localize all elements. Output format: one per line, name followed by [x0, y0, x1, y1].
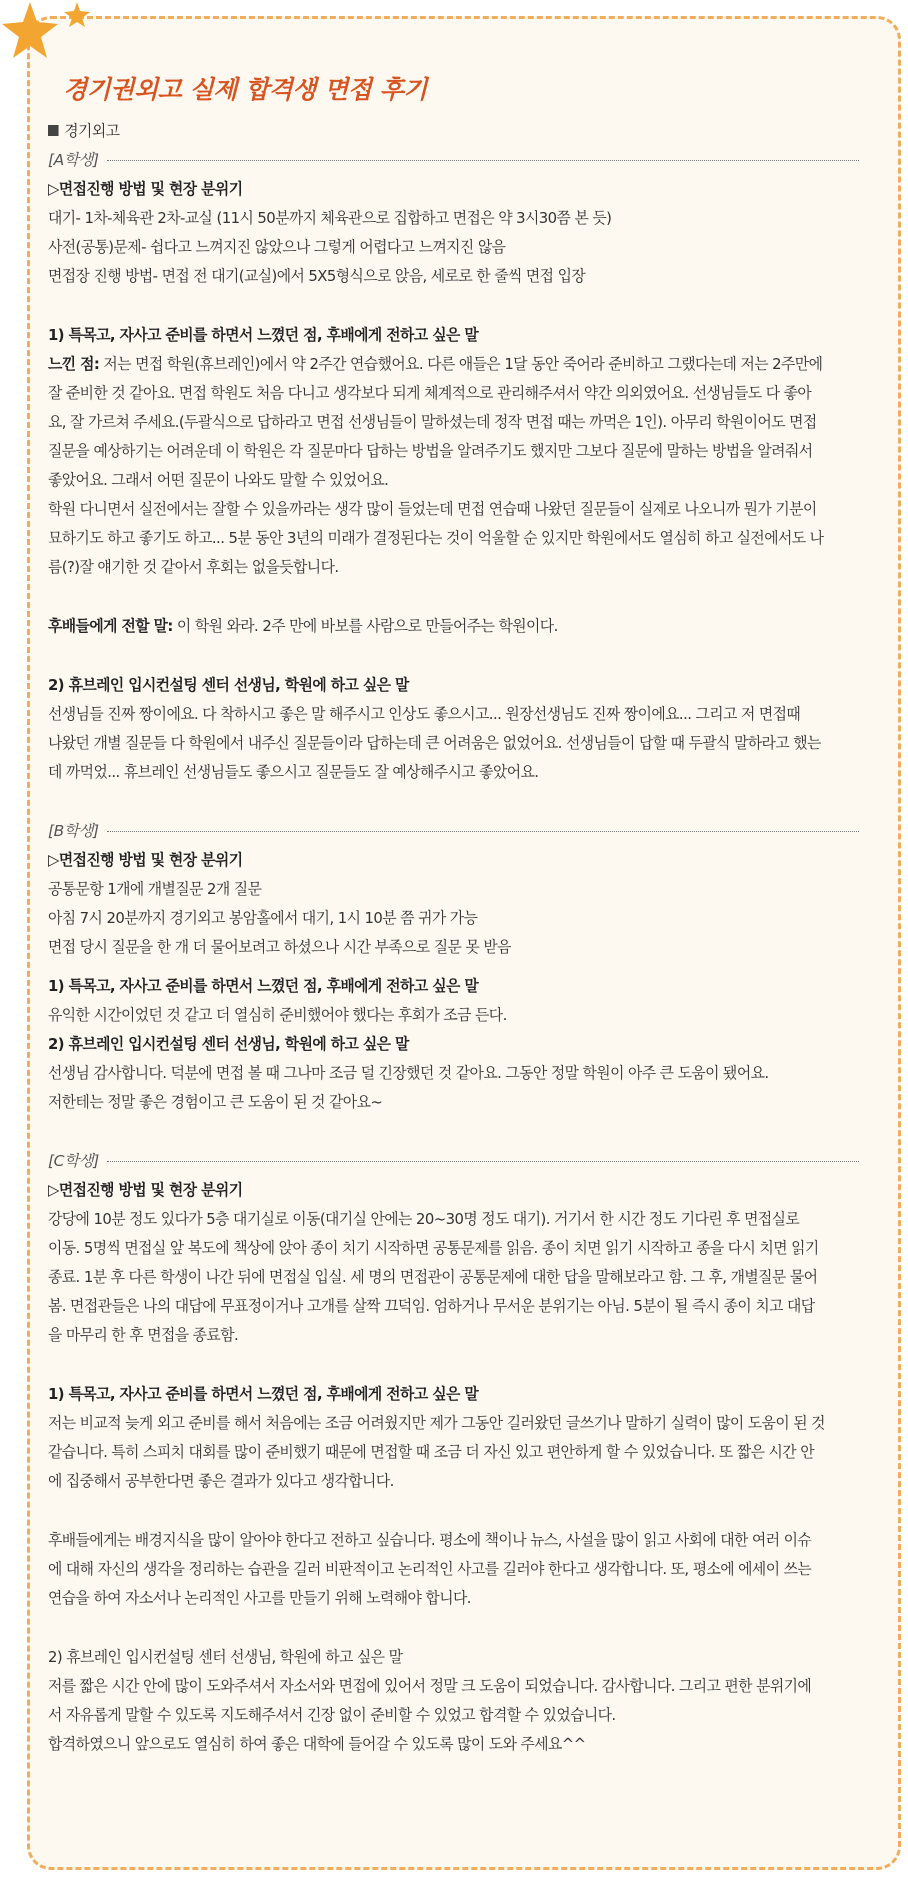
text-line: 이동. 5명씩 면접실 앞 복도에 책상에 앉아 종이 치기 시작하면 공통문제를 읽음. 종이 치면 읽기 시작하고 종을 다시 치면 읽기	[48, 1239, 819, 1257]
school-heading: 경기외고	[48, 117, 848, 146]
method-heading: ▷면접진행 방법 및 현장 분위기	[48, 180, 243, 198]
text-line: 유익한 시간이었던 것 같고 더 열심히 준비했어야 했다는 후회가 조금 든다.	[48, 1006, 507, 1024]
text-line: 선생님 감사합니다. 덕분에 면접 볼 때 그나마 조금 덜 긴장했던 것 같아요. 그동안 정말 학원이 아주 큰 도움이 됐어요.	[48, 1064, 769, 1082]
method-heading: ▷면접진행 방법 및 현장 분위기	[48, 851, 243, 869]
student-a-header	[48, 146, 883, 175]
text-line: 나왔던 개별 질문들 다 학원에서 내주신 질문들이라 답하는데 큰 어려움은 없었어요. 선생님들이 답할 때 두괄식 말하라고 했는	[48, 734, 821, 752]
text-line: 선생님들 진짜 짱이에요. 다 착하시고 좋은 말 해주시고 인상도 좋으시고... 원장선생님도 진짜 짱이에요... 그리고 저 면접때	[48, 705, 801, 723]
text-line: 에 대해 자신의 생각을 정리하는 습관을 길러 비판적이고 논리적인 사고를 길러야 한다고 생각합니다. 또, 평소에 에세이 쓰는	[48, 1560, 812, 1578]
text-line: 같습니다. 특히 스피치 대회를 많이 준비했기 때문에 면접할 때 조금 더 자신 있고 편안하게 할 수 있었습니다. 또 짧은 시간 안	[48, 1443, 814, 1461]
question-heading: 2) 휴브레인 입시컨설팅 센터 선생님, 학원에 하고 싶은 말	[48, 1648, 403, 1666]
text-line: 면접 당시 질문을 한 개 더 물어보려고 하셨으나 시간 부족으로 질문 못 받음	[48, 938, 511, 956]
review-content	[48, 117, 883, 1759]
text-line: 종료. 1분 후 다른 학생이 나간 뒤에 면접실 입실. 세 명의 면접관이 공통문제에 대한 답을 말해보라고 함. 그 후, 개별질문 물어	[48, 1268, 818, 1286]
text-line: 후배들에게는 배경지식을 많이 알아야 한다고 전하고 싶습니다. 평소에 책이나 뉴스, 사설을 많이 읽고 사회에 대한 여러 이슈	[48, 1531, 812, 1549]
text-line: 대기- 1차-체육관 2차-교실 (11시 50분까지 체육관으로 집합하고 면접은 약 3시30쯤 본 듯)	[48, 209, 612, 227]
text-line: 좋았어요. 그래서 어떤 질문이 나와도 말할 수 있었어요.	[48, 471, 389, 489]
question-heading: 2) 휴브레인 입시컨설팅 센터 선생님, 학원에 하고 싶은 말	[48, 1035, 409, 1053]
question-heading: 1) 특목고, 자사고 준비를 하면서 느꼈던 점, 후배에게 전하고 싶은 말	[48, 977, 479, 995]
student-label: [A학생]	[48, 151, 99, 169]
student-c-header	[48, 1147, 883, 1176]
text-line: 사전(공통)문제- 쉽다고 느껴지진 않았으나 그렇게 어렵다고 느껴지진 않음	[48, 238, 506, 256]
text-line: 저를 짧은 시간 안에 많이 도와주셔서 자소서와 면접에 있어서 정말 크 도움이 되었습니다. 감사합니다. 그리고 편한 분위기에	[48, 1677, 812, 1695]
text-line: 저한테는 정말 좋은 경험이고 큰 도움이 된 것 같아요~	[48, 1093, 383, 1111]
text-line: 름(?)잘 얘기한 것 같아서 후회는 없을듯합니다.	[48, 558, 339, 576]
dotted-divider	[107, 831, 859, 832]
method-heading: ▷면접진행 방법 및 현장 분위기	[48, 1181, 243, 1199]
question-heading: 1) 특목고, 자사고 준비를 하면서 느꼈던 점, 후배에게 전하고 싶은 말	[48, 326, 479, 344]
text-line: 봄. 면접관들은 나의 대답에 무표정이거나 고개를 살짝 끄덕임. 엄하거나 무서운 분위기는 아님. 5분이 될 즉시 종이 치고 대답	[48, 1297, 815, 1315]
text-line: 서 자유롭게 말할 수 있도록 지도해주셔서 긴장 없이 준비할 수 있었고 합격할 수 있었습니다.	[48, 1706, 616, 1724]
student-b-header	[48, 817, 883, 846]
text-line: 공통문항 1개에 개별질문 2개 질문	[48, 880, 262, 898]
text-line: 저는 비교적 늦게 외고 준비를 해서 처음에는 조금 어려웠지만 제가 그동안 길러왔던 글쓰기나 말하기 실력이 많이 도움이 된 것	[48, 1414, 825, 1432]
dotted-divider	[107, 160, 859, 161]
advice-line: 후배들에게 전할 말: 이 학원 와라. 2주 만에 바보를 사람으로 만들어주는 학원이다.	[48, 617, 558, 635]
question-heading: 1) 특목고, 자사고 준비를 하면서 느꼈던 점, 후배에게 전하고 싶은 말	[48, 1385, 479, 1403]
text-line: 잘 준비한 것 같아요. 면접 학원도 처음 다니고 생각보다 되게 체계적으로 관리해주셔서 약간 의외였어요. 선생님들도 다 좋아	[48, 384, 812, 402]
student-label: [C학생]	[48, 1152, 99, 1170]
text-line: 데 까먹었... 휴브레인 선생님들도 좋으시고 질문들도 잘 예상해주시고 좋았어요.	[48, 763, 539, 781]
text-line: 질문을 예상하기는 어려운데 이 학원은 각 질문마다 답하는 방법을 알려주기도 했지만 그보다 질문에 말하는 방법을 알려줘서	[48, 442, 813, 460]
student-label: [B학생]	[48, 822, 99, 840]
text-line: 묘하기도 하고 좋기도 하고... 5분 동안 3년의 미래가 결정된다는 것이 억울할 순 있지만 학원에서도 열심히 하고 실전에서도 나	[48, 529, 824, 547]
question-heading: 2) 휴브레인 입시컨설팅 센터 선생님, 학원에 하고 싶은 말	[48, 676, 409, 694]
text-line: 느낀 점: 저는 면접 학원(휴브레인)에서 약 2주간 연습했어요. 다른 애들은 1달 동안 죽어라 준비하고 그랬다는데 저는 2주만에	[48, 355, 823, 373]
text-line: 합격하였으니 앞으로도 열심히 하여 좋은 대학에 들어갈 수 있도록 많이 도와 주세요^^	[48, 1735, 586, 1753]
square-bullet-icon	[48, 125, 59, 136]
dotted-divider	[107, 1161, 859, 1162]
page-title: 경기권외고 실제 합격생 면접 후기	[63, 75, 427, 104]
text-line: 에 집중해서 공부한다면 좋은 결과가 있다고 생각합니다.	[48, 1472, 394, 1490]
text-line: 아침 7시 20분까지 경기외고 봉암홀에서 대기, 1시 10분 쯤 귀가 가능	[48, 909, 478, 927]
text-line: 요, 잘 가르쳐 주세요.(두괄식으로 답하라고 면접 선생님들이 말하셨는데 정작 면접 때는 까먹은 1인). 아무리 학원이어도 면접	[48, 413, 817, 431]
text-line: 을 마무리 한 후 면접을 종료함.	[48, 1326, 239, 1344]
feel-label: 느낀 점:	[48, 355, 100, 373]
text-line: 연습을 하여 자소서나 논리적인 사고를 만들기 위해 노력해야 합니다.	[48, 1589, 471, 1607]
text-line: 면접장 진행 방법- 면접 전 대기(교실)에서 5X5형식으로 앉음, 세로로 한 줄씩 면접 입장	[48, 267, 586, 285]
star-icon	[0, 0, 100, 80]
text-line: 학원 다니면서 실전에서는 잘할 수 있을까라는 생각 많이 들었는데 면접 연습때 나왔던 질문들이 실제로 나오니까 뭔가 기분이	[48, 500, 817, 518]
text-line: 강당에 10분 정도 있다가 5층 대기실로 이동(대기실 안에는 20~30명 정도 대기). 거기서 한 시간 정도 기다린 후 면접실로	[48, 1210, 800, 1228]
advice-label: 후배들에게 전할 말:	[48, 617, 173, 635]
